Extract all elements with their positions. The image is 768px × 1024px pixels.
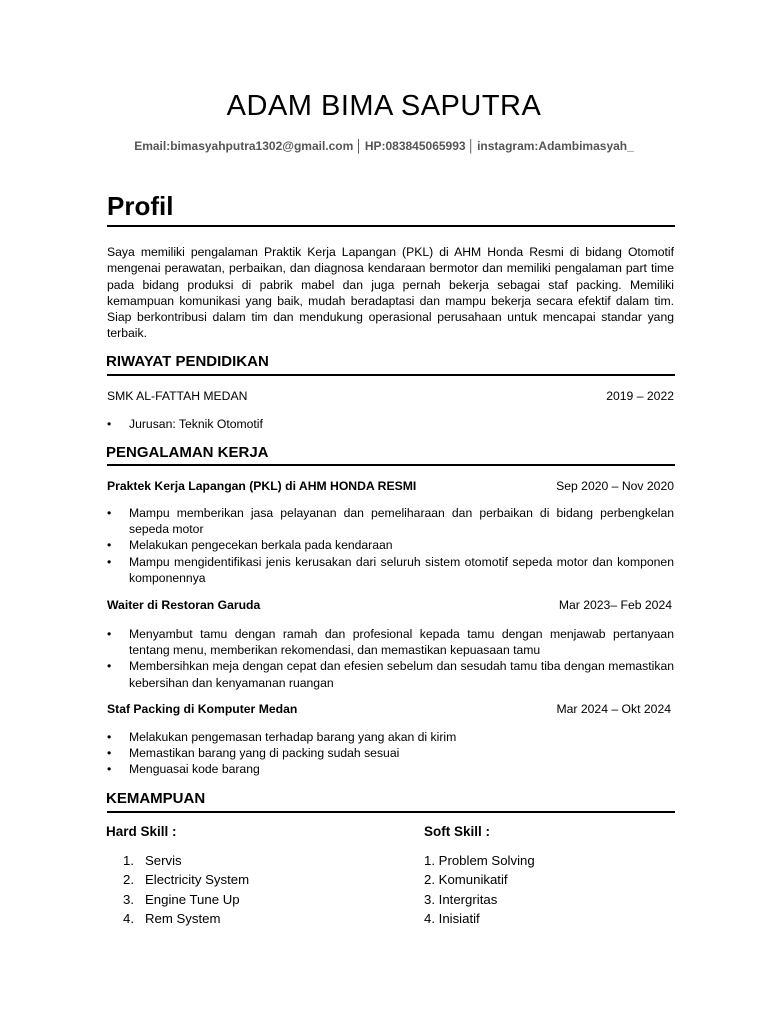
list-item: 1. Problem Solving: [424, 853, 535, 868]
contact-phone: HP:083845065993: [364, 139, 466, 153]
list-item: 2. Komunikatif: [424, 872, 508, 888]
list-item: [107, 554, 674, 586]
skill-text: Electricity System: [145, 872, 250, 888]
job-period: Sep 2020 – Nov 2020: [556, 479, 674, 493]
job-role: Praktek Kerja Lapangan (PKL) di AHM HONDA RESMI: [107, 479, 417, 493]
hard-skill-heading: Hard Skill :: [106, 824, 177, 839]
list-item: [107, 505, 674, 537]
skills-divider: [107, 811, 675, 813]
experience-divider: [107, 464, 675, 466]
duty-text: Menguasai kode barang: [129, 762, 260, 777]
list-item: [107, 626, 674, 658]
list-item: [107, 761, 674, 777]
bullet-icon: •: [107, 554, 112, 569]
soft-skill-heading: Soft Skill :: [424, 824, 491, 839]
education-row: [107, 389, 674, 403]
list-item: 3. Intergritas: [424, 891, 498, 907]
bullet-icon: •: [107, 627, 112, 641]
list-item: [123, 870, 249, 889]
major-text: Jurusan: Teknik Otomotif: [129, 417, 263, 431]
education-divider: [107, 374, 675, 376]
school-name: SMK AL-FATTAH MEDAN: [107, 389, 248, 403]
contact-line: [0, 139, 768, 153]
item-number: 1.: [123, 853, 134, 868]
contact-separator: │: [467, 139, 476, 153]
job-role: Waiter di Restoran Garuda: [107, 598, 261, 612]
list-item: [123, 909, 249, 928]
bullet-icon: •: [107, 659, 112, 674]
item-number: 2.: [123, 872, 134, 888]
duty-text: Menyambut tamu dengan ramah dan profesional kepada tamu dengan menjawab pertanyaan tentang menu, memberikan rekomendasi, dan memastikan kepuasaan tamu: [129, 627, 674, 658]
bullet-icon: •: [107, 417, 112, 431]
skill-text: Engine Tune Up: [145, 891, 240, 907]
duty-text: Melakukan pengemasan terhadap barang yang akan di kirim: [129, 730, 457, 744]
duty-text: Mampu mengidentifikasi jenis kerusakan dari seluruh sistem otomotif sepeda motor dan komponen komponennya: [129, 554, 674, 585]
education-heading: RIWAYAT PENDIDIKAN: [106, 353, 269, 370]
bullet-icon: •: [107, 506, 112, 520]
job-duties: [107, 729, 674, 778]
job-header: [107, 702, 674, 716]
contact-separator: │: [355, 139, 363, 153]
item-number: 4.: [123, 910, 134, 926]
list-item: [107, 745, 674, 761]
hard-skill-list: [123, 851, 249, 928]
item-number: 3.: [123, 891, 134, 907]
job-header: [107, 598, 674, 612]
job-role: Staf Packing di Komputer Medan: [107, 702, 298, 716]
school-years: 2019 – 2022: [606, 389, 674, 403]
list-item: [123, 851, 249, 870]
profil-paragraph: Saya memiliki pengalaman Praktik Kerja Lapangan (PKL) di AHM Honda Resmi di bidang Otomotif mengenai perawatan, perbaikan, dan diagnosa kendaraan bermotor dan memiliki pengalaman part time pada bidang produksi di pabrik mabel dan juga pernah bekerja sebagai staf packing. Memiliki kemampuan komunikasi yang baik, mudah beradaptasi dan mampu bekerja secara efektif dalam tim. Siap berkontribusi dalam tim dan mendukung operasional perusahaan untuk mencapai standar yang terbaik.: [107, 245, 674, 341]
job-period: Mar 2023– Feb 2024: [558, 598, 672, 612]
skills-heading: KEMAMPUAN: [106, 790, 206, 807]
list-item: [107, 658, 674, 690]
skill-text: Rem System: [145, 910, 221, 926]
soft-skill-list: [424, 851, 535, 928]
list-item: [107, 537, 674, 553]
profil-divider: [107, 225, 675, 227]
duty-text: Melakukan pengecekan berkala pada kendaraan: [129, 538, 393, 553]
list-item: [107, 416, 674, 432]
profil-heading: Profil: [107, 191, 174, 221]
contact-instagram: instagram:Adambimasyah_: [477, 139, 634, 153]
education-details: [107, 416, 674, 432]
list-item: [123, 890, 249, 909]
bullet-icon: •: [107, 538, 112, 553]
duty-text: Mampu memberikan jasa pelayanan dan pemeliharaan dan perbaikan di bidang perbengkelan sepeda motor: [129, 506, 674, 537]
job-period: Mar 2024 – Okt 2024: [556, 702, 671, 716]
skill-text: Servis: [145, 853, 182, 868]
experience-heading: PENGALAMAN KERJA: [106, 444, 269, 461]
bullet-icon: •: [107, 746, 112, 761]
contact-email: Email:bimasyahputra1302@gmail.com: [134, 139, 354, 153]
bullet-icon: •: [107, 762, 112, 777]
job-duties: [107, 505, 674, 586]
bullet-icon: •: [107, 730, 112, 744]
list-item: 4. Inisiatif: [424, 910, 480, 926]
duty-text: Membersihkan meja dengan cepat dan efesien sebelum dan sesudah tamu tiba dengan memastikan kebersihan dan kenyamanan ruangan: [129, 659, 674, 690]
list-item: [107, 729, 674, 745]
candidate-name: ADAM BIMA SAPUTRA: [226, 90, 542, 122]
job-duties: [107, 626, 674, 691]
job-header: [107, 479, 674, 493]
duty-text: Memastikan barang yang di packing sudah sesuai: [129, 746, 400, 761]
